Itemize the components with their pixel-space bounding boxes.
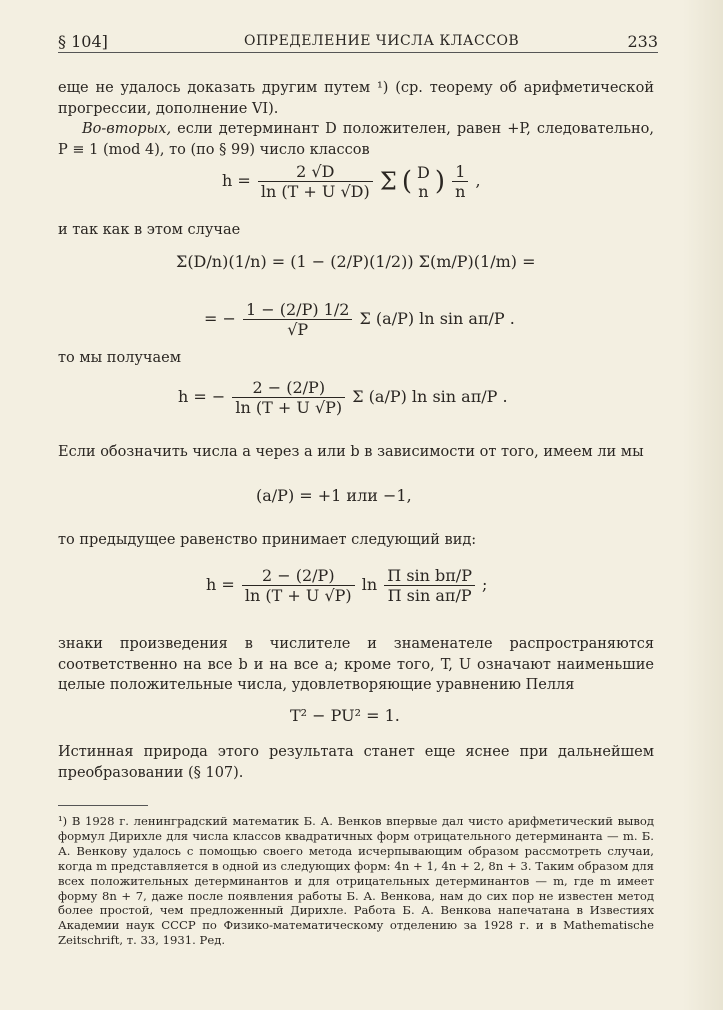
paragraph-6: то предыдущее равенство принимает следующий вид: (58, 532, 477, 548)
eq1-tail-num: 1 (452, 162, 468, 182)
paragraph-8: Истинная природа этого результата станет еще яснее при дальнейшем преобразовании (§ 107). (58, 744, 654, 781)
eq1-tail-den: n (455, 182, 466, 201)
eq2-lead: = − (204, 309, 236, 328)
eq2-tail: Σ (a/P) ln sin aπ/P . (359, 309, 515, 328)
eq3-tail: Σ (a/P) ln sin aπ/P . (352, 387, 508, 406)
page-edge-shading (683, 0, 723, 1010)
eq5-end: ; (482, 575, 488, 594)
eq5-denominator: ln (T + U √P) (244, 586, 352, 605)
paragraph-2-lead: Во-вторых, (82, 121, 172, 137)
footnote: ¹) В 1928 г. ленинградский математик Б. А. Венков впервые дал чисто арифметический вывод формул Дирихле для числа классов квадратичных форм отрицательного детерминанта — m. Б. А. Венкову удалось с помощью своего метода исчерпывающим образом рассмотреть случаи, когда m представляется в одной из следующих форм: 4n + 1, 4n + 2, 8n + 3. Таким образом для всех положительных детерминантов и для отрицательных детерминантов — m, где m имеет форму 8n + 7, даже после появления работы Б. А. Венкова, нам до сих пор не известен метод более простой, чем предложенный Дирихле. Работа Б. А. Венкова напечатана в Известиях Академии наук СССР по Физико-математическому отделению за 1928 г. и в Mathematische Zeitschrift, т. 33, 1931. Ред. (58, 814, 654, 948)
equation-2-line-1: Σ(D/n)(1/n) = (1 − (2/P)(1/2)) Σ(m/P)(1/m) = (176, 252, 536, 271)
eq1-lhs: h = (222, 171, 251, 190)
equation-2-line-2 (204, 300, 515, 339)
eq5-product-top: Π sin bπ/P (384, 566, 475, 586)
eq1-sum-sign: Σ (379, 167, 397, 196)
running-title: ОПРЕДЕЛЕНИЕ ЧИСЛА КЛАССОВ (244, 33, 520, 49)
eq5-ln: ln (361, 575, 378, 594)
paragraph-1: еще не удалось доказать другим путем ¹) (ср. теорему об арифметической прогрессии, дополнение VI). (58, 80, 654, 117)
eq5-numerator: 2 − (2/P) (242, 566, 355, 586)
equation-5 (206, 566, 487, 605)
equation-3 (178, 378, 508, 417)
section-ref: § 104] (58, 32, 108, 51)
eq3-lhs: h = − (178, 387, 226, 406)
paragraph-3: и так как в этом случае (58, 222, 241, 238)
equation-1: h = $\frac{2 √D}{\ln (T + U √D)}$ Σ ( D n ) $\frac{1}{n}$ , (222, 162, 481, 201)
header-rule (58, 52, 658, 53)
eq5-product-bottom: Π sin aπ/P (387, 586, 472, 605)
eq2-numerator: 1 − (2/P) 1/2 (243, 300, 352, 320)
running-header (58, 32, 658, 54)
eq1-symbol-top: D (417, 162, 430, 182)
eq3-denominator: ln (T + U √P) (235, 398, 343, 417)
eq3-numerator: 2 − (2/P) (232, 378, 345, 398)
equation-4: (a/P) = +1 или −1, (256, 486, 412, 505)
eq5-lhs: h = (206, 575, 235, 594)
eq2-denominator: √P (287, 320, 309, 339)
equation-6: T² − PU² = 1. (290, 706, 400, 725)
paragraph-2-text: если детерминант D положителен, равен +P, следовательно, P ≡ 1 (mod 4), то (по § 99) число классов (58, 121, 654, 158)
eq1-symbol-bottom: n (418, 181, 429, 201)
paragraph-5: Если обозначить числа a через a или b в зависимости от того, имеем ли мы (58, 444, 644, 460)
paragraph-7: знаки произведения в числителе и знаменателе распространяются соответственно на все b и на все a; кроме того, T, U означают наименьшие целые положительные числа, удовлетворяющие уравнению Пелля (58, 636, 654, 693)
footnote-rule (58, 805, 148, 806)
paragraph-2 (58, 119, 654, 160)
eq1-denominator: ln (T + U √D) (260, 182, 370, 201)
eq1-numerator: 2 √D (258, 162, 373, 182)
paragraph-4: то мы получаем (58, 350, 182, 366)
eq1-end: , (475, 171, 481, 190)
page-number: 233 (627, 32, 658, 51)
